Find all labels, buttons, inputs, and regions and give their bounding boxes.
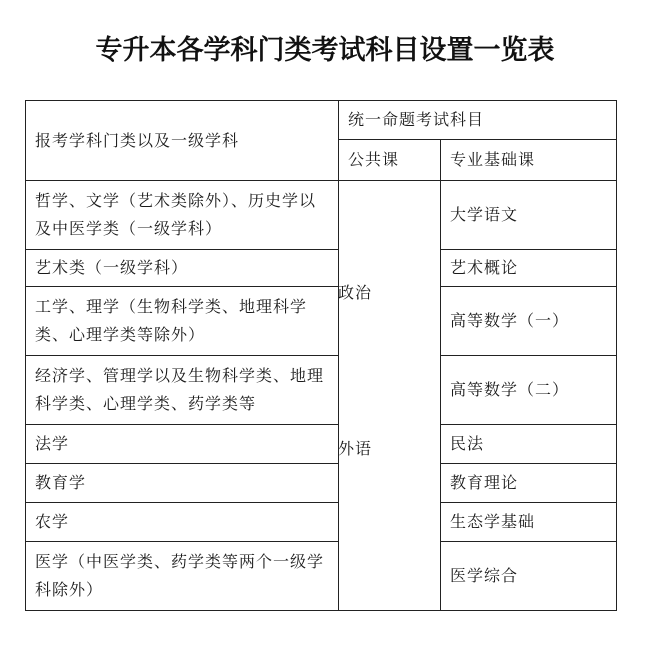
table-row: [26, 250, 617, 287]
major-course-cell: 民法: [441, 425, 617, 464]
category-cell: 农学: [26, 503, 339, 542]
table-row: [26, 425, 617, 464]
category-cell: 经济学、管理学以及生物科学类、地理科学类、心理学类、药学类等: [26, 356, 339, 425]
category-cell: 法学: [26, 425, 339, 464]
major-course-cell: 教育理论: [441, 464, 617, 503]
table-row: [26, 181, 617, 250]
header-category: 报考学科门类以及一级学科: [26, 101, 339, 181]
major-course-cell: 高等数学（一）: [441, 287, 617, 356]
public-course-foreign-language: 外语: [338, 439, 373, 458]
major-course-cell: 大学语文: [441, 181, 617, 250]
table-row: [26, 542, 617, 611]
category-cell: 教育学: [26, 464, 339, 503]
page-title: 专升本各学科门类考试科目设置一览表: [95, 35, 555, 66]
major-course-cell: 高等数学（二）: [441, 356, 617, 425]
header-public-course: 公共课: [339, 140, 441, 181]
table-row: [26, 287, 617, 356]
header-major-basic-course: 专业基础课: [441, 140, 617, 181]
category-cell: 哲学、文学（艺术类除外）、历史学以及中医学类（一级学科）: [26, 181, 339, 250]
public-course-cell: [339, 181, 441, 611]
table-row: [26, 356, 617, 425]
category-cell: 艺术类（一级学科）: [26, 250, 339, 287]
table-header-row: [26, 101, 617, 140]
table-row: [26, 464, 617, 503]
category-cell: 医学（中医学类、药学类等两个一级学科除外）: [26, 542, 339, 611]
exam-subjects-table: [25, 100, 617, 611]
header-unified-subjects: 统一命题考试科目: [339, 101, 617, 140]
category-cell: 工学、理学（生物科学类、地理科学类、心理学类等除外）: [26, 287, 339, 356]
major-course-cell: 艺术概论: [441, 250, 617, 287]
major-course-cell: 医学综合: [441, 542, 617, 611]
major-course-cell: 生态学基础: [441, 503, 617, 542]
table-row: [26, 503, 617, 542]
public-course-politics: 政治: [338, 283, 373, 302]
